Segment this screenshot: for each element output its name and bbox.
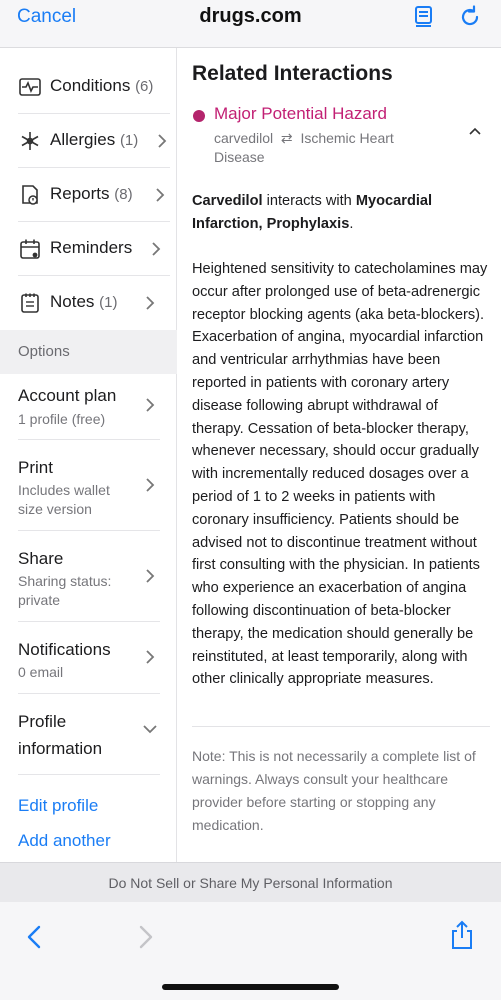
option-title: Profile information [18,712,103,758]
chevron-right-icon [145,295,155,311]
page-domain: drugs.com [199,5,302,27]
divider [192,726,490,727]
calendar-icon [18,237,42,261]
option-print[interactable] [18,440,160,531]
sidebar-item-label: Notes [50,292,95,311]
option-account-plan[interactable] [18,374,160,440]
home-indicator [162,984,339,990]
chevron-right-icon [145,477,155,493]
sidebar-item-count: (1) [99,294,118,311]
sidebar-item-conditions[interactable] [18,60,170,114]
option-title: Print [18,458,53,477]
section-title: Related Interactions [192,62,393,85]
edit-profile-link[interactable]: Edit profile [18,796,99,815]
browser-toolbar [0,902,501,1000]
interaction-summary [192,190,488,236]
sidebar-item-label: Allergies [50,130,116,149]
chevron-right-icon [145,568,155,584]
report-icon [18,183,42,207]
heart-pulse-icon [18,75,42,99]
sidebar-item-label: Conditions [50,76,131,95]
privacy-footer [0,862,501,902]
reload-icon[interactable] [457,4,483,30]
option-profile-information[interactable] [18,694,160,775]
option-title: Account plan [18,386,117,405]
sidebar-item-count: (6) [135,78,154,95]
share-icon[interactable] [448,919,476,951]
chevron-right-icon [155,187,165,203]
sidebar-item-label: Reports [50,184,110,203]
sidebar-item-count: (1) [119,132,139,149]
chevron-right-icon [157,133,167,149]
interaction-pair [214,129,444,167]
chevron-down-icon [142,724,158,734]
page-content [0,48,501,862]
interaction-panel [178,48,501,862]
option-subtitle: 1 profile (free) [18,411,106,427]
interaction-description: Heightened sensitivity to catecholamines may occur after prolonged use of beta-adrenergic receptor blocking agents (aka beta-blockers). Exacerbation of angina, myocardial infarction and ventricular arrhythmias have been reported in patients with coronary artery disease following abrupt withdrawal of therapy. Cessation of beta-blocker therapy, whenever necessary, should occur gradually with incrementally reduced dosages over a period of 1 to 2 weeks in patients with coronary insufficiency. Patients should be advised not to discontinue treatment without first consulting with the physician. In patients who experience an exacerbation of angina following discontinuation of beta-blocker therapy, the medication should generally be reinstituted, at least temporarily, along with other clinically appropriate measures. [192,261,488,688]
hazard-severity-dot [193,110,205,122]
sidebar-item-notes[interactable] [18,276,170,330]
option-subtitle: 0 email [18,664,64,680]
interaction-arrows-icon: ⇄ [277,130,297,146]
options-header-label: Options [18,343,70,360]
hazard-level: Major Potential Hazard [214,104,387,123]
sidebar-item-count: (8) [114,186,133,203]
allergy-icon [18,129,42,153]
chevron-right-icon [151,241,161,257]
disclaimer-note: Note: This is not necessarily a complete list of warnings. Always consult your healthcare provider before starting or stopping any medication. [192,748,476,833]
notes-icon [18,291,42,315]
browser-top-bar [0,0,501,48]
condition-name: Ischemic Heart Disease [214,130,394,165]
summary-end: . [349,215,354,232]
drug-name: carvedilol [214,130,274,146]
add-another-link[interactable]: Add another [18,831,111,850]
sidebar-item-reports[interactable] [18,168,170,222]
option-share[interactable] [18,531,160,622]
option-notifications[interactable] [18,622,160,694]
sidebar-item-reminders[interactable] [18,222,170,276]
sidebar-item-allergies[interactable] [18,114,170,168]
option-subtitle: Sharing status: private [18,573,112,608]
privacy-link[interactable]: Do Not Sell or Share My Personal Information [108,875,393,891]
sidebar [0,48,177,862]
option-title: Share [18,549,64,568]
sidebar-item-label: Reminders [50,238,133,257]
forward-arrow-icon[interactable] [136,924,156,950]
option-subtitle: Includes wallet size version [18,482,110,517]
summary-text: interacts with [262,193,356,209]
summary-condition: Myocardial Infarction, Prophylaxis [192,193,433,232]
chevron-right-icon [145,397,155,413]
reader-mode-icon[interactable] [411,4,437,30]
summary-drug: Carvedilol [192,193,263,209]
back-arrow-icon[interactable] [24,924,44,950]
chevron-up-icon[interactable] [468,126,482,136]
cancel-button[interactable]: Cancel [17,6,77,27]
option-title: Notifications [18,640,111,659]
chevron-right-icon [145,649,155,665]
options-header [0,330,177,374]
